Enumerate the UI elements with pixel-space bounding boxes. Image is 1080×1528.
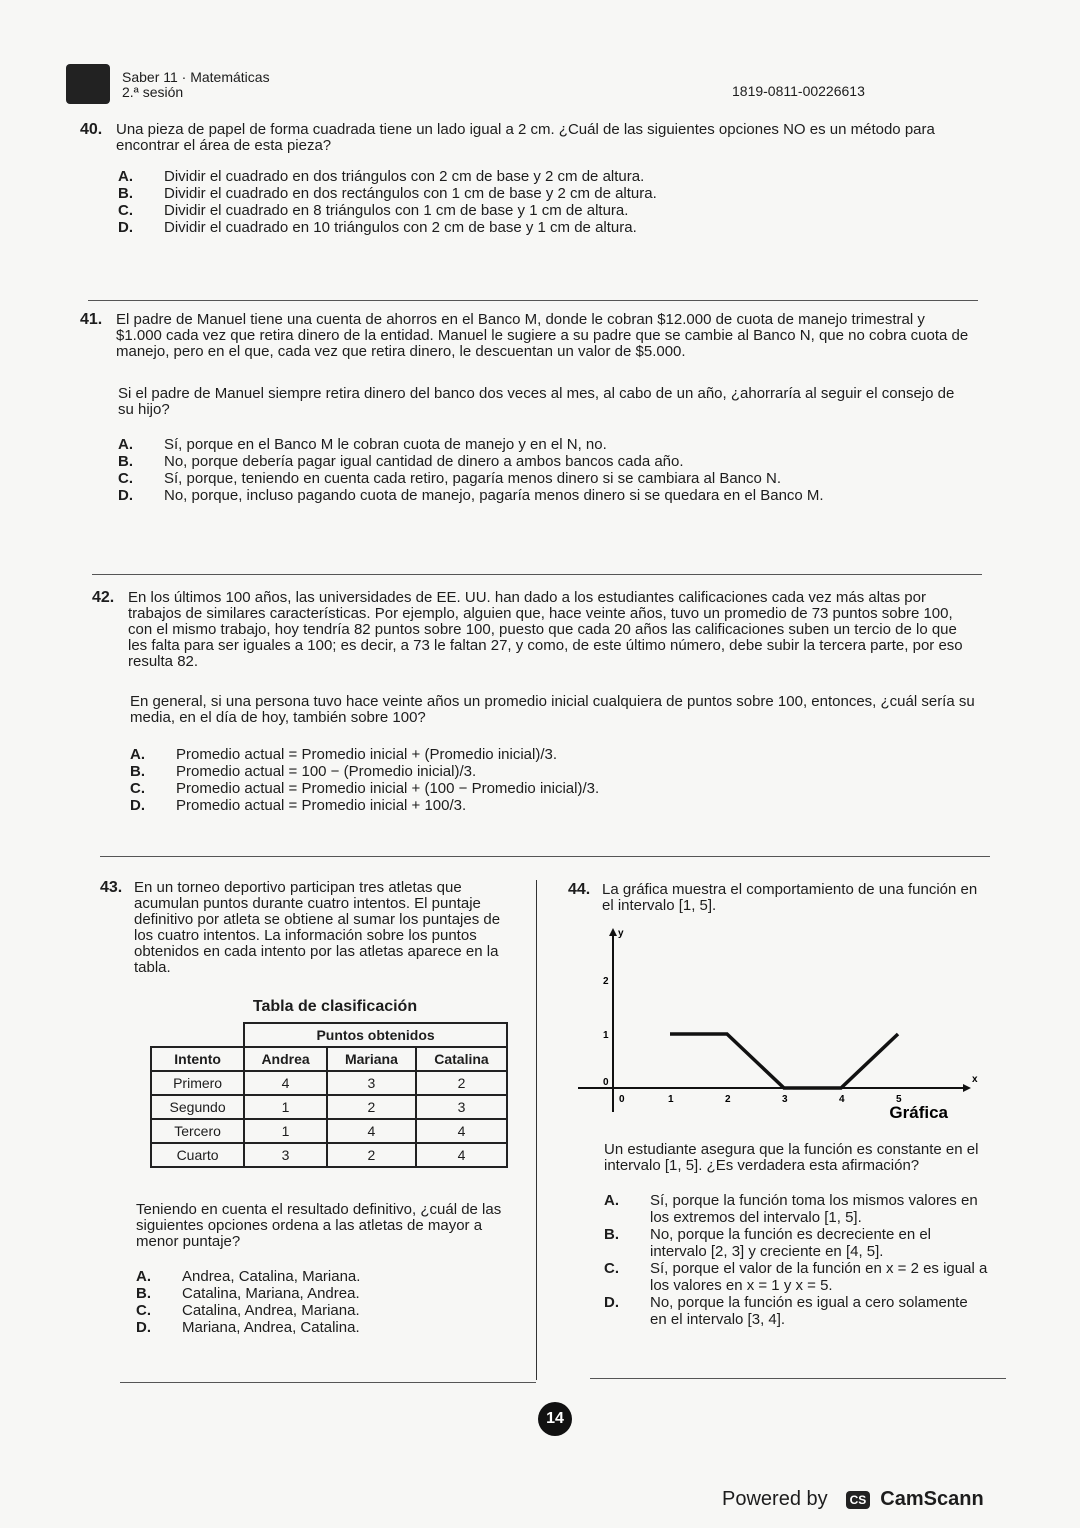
option-c: C. Sí, porque, teniendo en cuenta cada retiro, pagaría menos dinero si se cambiara al Banco N. [118,470,782,487]
divider [88,300,978,301]
option-b: B. No, porque debería pagar igual cantidad de dinero a ambos bancos cada año. [118,453,684,470]
y-tick-label: 1 [603,1030,609,1041]
question-prompt: En general, si una persona tuvo hace veinte años un promedio inicial cualquiera de puntos sobre 100, entonces, ¿cuál sería su media, en el día de hoy, también sobre 100? [130,693,975,726]
question-text: En los últimos 100 años, las universidades de EE. UU. han dado a los estudiantes calificaciones cada vez más altas por trabajos de similares características. Por ejemplo, alguien que, hace veinte años, tuvo un promedio de 73 puntos sobre 100, con el mismo trabajo, hoy tendría 82 puntos sobre 100, puesto que cada 20 años las calificaciones suben un tercio de lo que les falta para ser iguales a 100; es decir, a 73 le faltan 27, y como, de este último número, debe subir la tercera parte, por eso resulta 82. [128,589,963,670]
table-title: Tabla de clasificación [252,998,418,1015]
x-axis-label: x [972,1074,978,1085]
question-prompt: Si el padre de Manuel siempre retira dinero del banco dos veces al mes, al cabo de un año, ¿ahorraría al seguir el consejo de su hijo? [118,385,955,418]
option-a: A. Sí, porque en el Banco M le cobran cuota de manejo y en el N, no. [118,436,607,453]
camscanner-logo-icon: CS [846,1491,871,1509]
column-divider [536,880,537,1380]
table-group-header: Puntos obtenidos [244,1023,507,1047]
question-prompt: Un estudiante asegura que la función es constante en el intervalo [1, 5]. ¿Es verdadera esta afirmación? [604,1141,979,1174]
option-c: C. Catalina, Andrea, Mariana. [136,1302,360,1319]
y-axis-arrow-icon [609,928,617,936]
question-number: 44. [568,881,591,898]
divider [100,856,990,857]
page-number: 14 [538,1402,572,1436]
score-table [150,1022,508,1168]
question-43 [100,880,520,1336]
option-a: A. Andrea, Catalina, Mariana. [136,1268,361,1285]
option-a: A. Sí, porque la función toma los mismos valores en los extremos del intervalo [1, 5]. [604,1192,978,1226]
header-title: Saber 11 · Matemáticas [122,69,270,85]
scanner-footer [722,1488,984,1511]
option-d: D. No, porque, incluso pagando cuota de manejo, pagaría menos dinero si se quedara en el Banco M. [118,487,824,504]
option-b: B. Promedio actual = 100 − (Promedio inicial)/3. [130,763,477,780]
x-tick-label: 0 [619,1094,625,1105]
exam-logo [66,64,110,104]
x-tick-label: 3 [782,1094,788,1105]
question-number: 41. [80,311,103,328]
option-d: D. Promedio actual = Promedio inicial + 100/3. [130,797,467,814]
table-header: Andrea [244,1047,327,1071]
x-tick-label: 2 [725,1094,731,1105]
table-header: Intento [151,1047,244,1071]
camscanner-brand: CamScann [880,1488,984,1510]
option-c: C. Sí, porque el valor de la función en x = 2 es igual a los valores en x = 1 y x = 5. [604,1260,988,1294]
question-42 [92,590,977,814]
question-text: El padre de Manuel tiene una cuenta de ahorros en el Banco M, donde le cobran $12.000 de cuota de manejo trimestral y $1.000 cada vez que retira dinero de la entidad. Manuel le sugiere a su padre que se cambie al Banco N, que no cobra cuota de manejo, pero en el que, cada vez que retira dinero, le descuentan un valor de $5.000. [116,311,969,360]
option-c: C. Promedio actual = Promedio inicial + (100 − Promedio inicial)/3. [130,780,600,797]
table-row: Cuarto 3 2 4 [151,1143,507,1167]
x-axis-arrow-icon [963,1084,971,1092]
option-d: D. Mariana, Andrea, Catalina. [136,1319,360,1336]
powered-by-text: Powered by [722,1488,828,1510]
question-text: En un torneo deportivo participan tres atletas que acumulan puntos durante cuatro intentos. El puntaje definitivo por atleta se obtiene al sumar los puntajes de los cuatro intentos. La información sobre los puntos obtenidos en cada intento por las atletas aparece en la tabla. [134,879,501,976]
x-tick-label: 5 [896,1094,902,1105]
divider [120,1382,536,1383]
option-d: D. Dividir el cuadrado en 10 triángulos con 2 cm de base y 1 cm de altura. [118,219,637,236]
table-row: Tercero 1 4 4 [151,1119,507,1143]
function-graph [568,922,978,1122]
function-line [670,1034,898,1088]
question-number: 42. [92,589,115,606]
question-44 [568,882,988,1328]
divider [92,574,982,575]
question-prompt: Teniendo en cuenta el resultado definitivo, ¿cuál de las siguientes opciones ordena a las atletas de mayor a menor puntaje? [136,1201,502,1250]
question-number: 40. [80,121,103,138]
table-row: Primero 4 3 2 [151,1071,507,1095]
question-text: La gráfica muestra el comportamiento de una función en el intervalo [1, 5]. [602,881,978,914]
header-session: 2.ª sesión [122,84,184,100]
option-b: B. Dividir el cuadrado en dos rectángulos con 1 cm de base y 2 cm de altura. [118,185,657,202]
table-header: Mariana [327,1047,416,1071]
y-axis-label: y [618,928,624,939]
question-number: 43. [100,879,123,896]
x-tick-label: 4 [839,1094,845,1105]
header-title-block [122,70,270,100]
table-row: Segundo 1 2 3 [151,1095,507,1119]
option-b: B. No, porque la función es decreciente en el intervalo [2, 3] y creciente en [4, 5]. [604,1226,932,1260]
option-b: B. Catalina, Mariana, Andrea. [136,1285,360,1302]
table-header: Catalina [416,1047,507,1071]
question-text: Una pieza de papel de forma cuadrada tiene un lado igual a 2 cm. ¿Cuál de las siguientes opciones NO es un método para encontrar el área de esta pieza? [116,121,935,154]
graph-caption: Gráfica [889,1103,948,1122]
header-code: 1819-0811-00226613 [732,83,865,99]
option-d: D. No, porque la función es igual a cero solamente en el intervalo [3, 4]. [604,1294,968,1328]
y-tick-label: 0 [603,1077,609,1088]
option-c: C. Dividir el cuadrado en 8 triángulos con 1 cm de base y 1 cm de altura. [118,202,629,219]
option-a: A. Dividir el cuadrado en dos triángulos con 2 cm de base y 2 cm de altura. [118,168,645,185]
option-a: A. Promedio actual = Promedio inicial + (Promedio inicial)/3. [130,746,558,763]
question-41 [80,312,970,504]
y-tick-label: 2 [603,976,609,987]
question-40 [80,122,970,236]
divider [590,1378,1006,1379]
x-tick-label: 1 [668,1094,674,1105]
